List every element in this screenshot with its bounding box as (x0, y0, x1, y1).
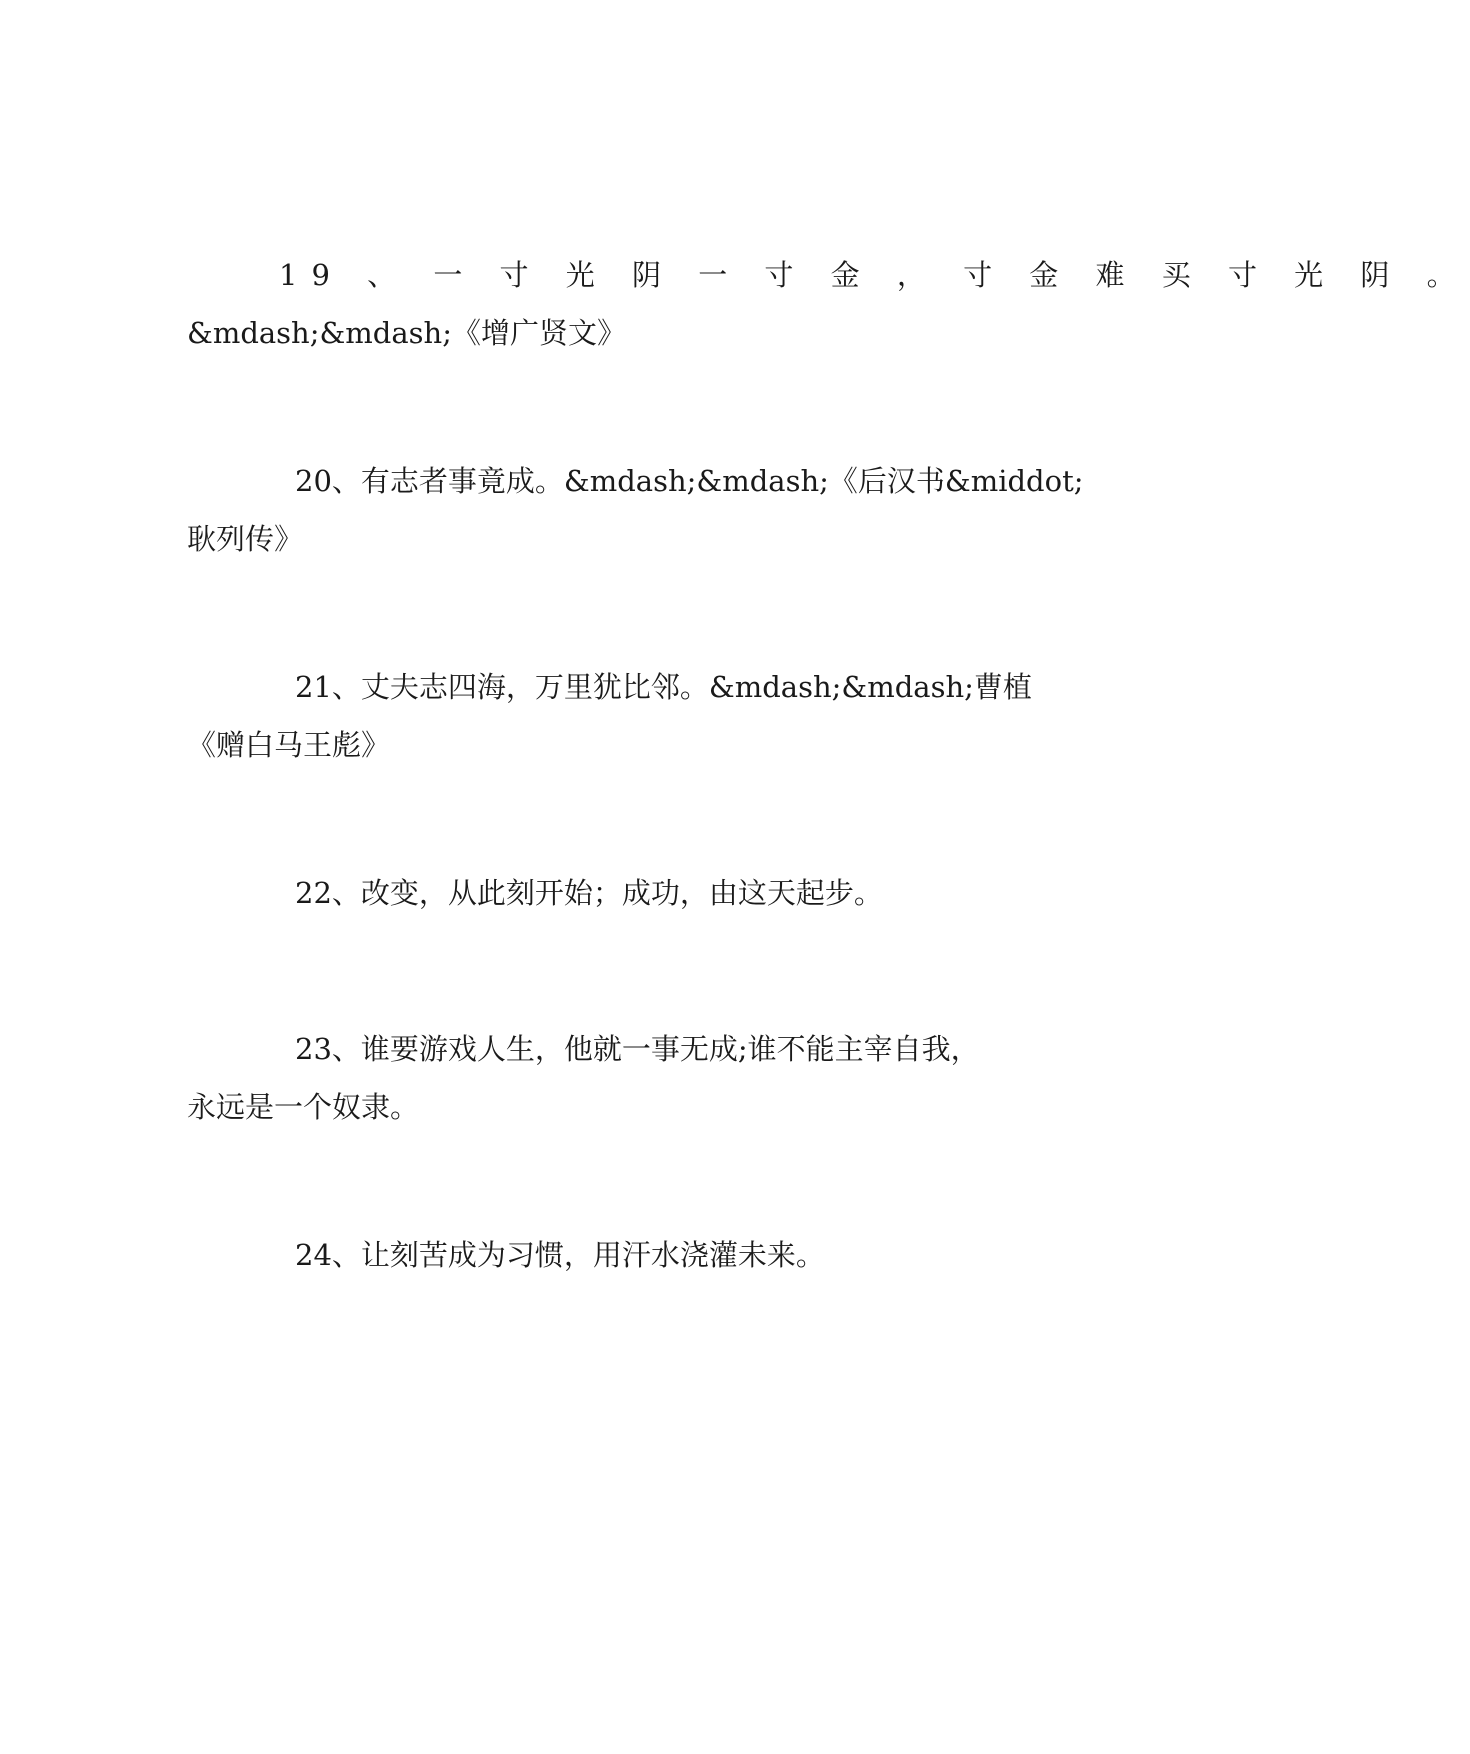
quote-21-line-1: 21、丈夫志四海，万里犹比邻。&mdash;&mdash;曹植 (295, 670, 1032, 704)
quote-19-line-2: &mdash;&mdash;《增广贤文》 (187, 316, 626, 350)
quote-22-line-1: 22、改变，从此刻开始；成功，由这天起步。 (295, 876, 883, 910)
quote-23-line-1: 23、谁要游戏人生，他就一事无成;谁不能主宰自我， (295, 1032, 980, 1066)
quote-19-line-1: 19 、 一 寸 光 阴 一 寸 金 ， 寸 金 难 买 寸 光 阴 。 (279, 258, 1470, 292)
quote-19 (187, 246, 1470, 362)
quote-22 (187, 864, 1055, 922)
quote-20 (187, 452, 1084, 568)
quote-24 (187, 1226, 1055, 1284)
quote-24-line-1: 24、让刻苦成为习惯，用汗水浇灌未来。 (295, 1238, 825, 1272)
quote-20-line-1: 20、有志者事竟成。&mdash;&mdash;《后汉书&middot; (295, 464, 1084, 498)
quote-21-line-2: 《赠白马王彪》 (187, 728, 391, 762)
quote-23-line-2: 永远是一个奴隶。 (187, 1090, 420, 1124)
quote-23 (187, 1020, 1055, 1136)
quote-21 (187, 658, 1055, 774)
quote-20-line-2: 耿列传》 (187, 522, 304, 556)
